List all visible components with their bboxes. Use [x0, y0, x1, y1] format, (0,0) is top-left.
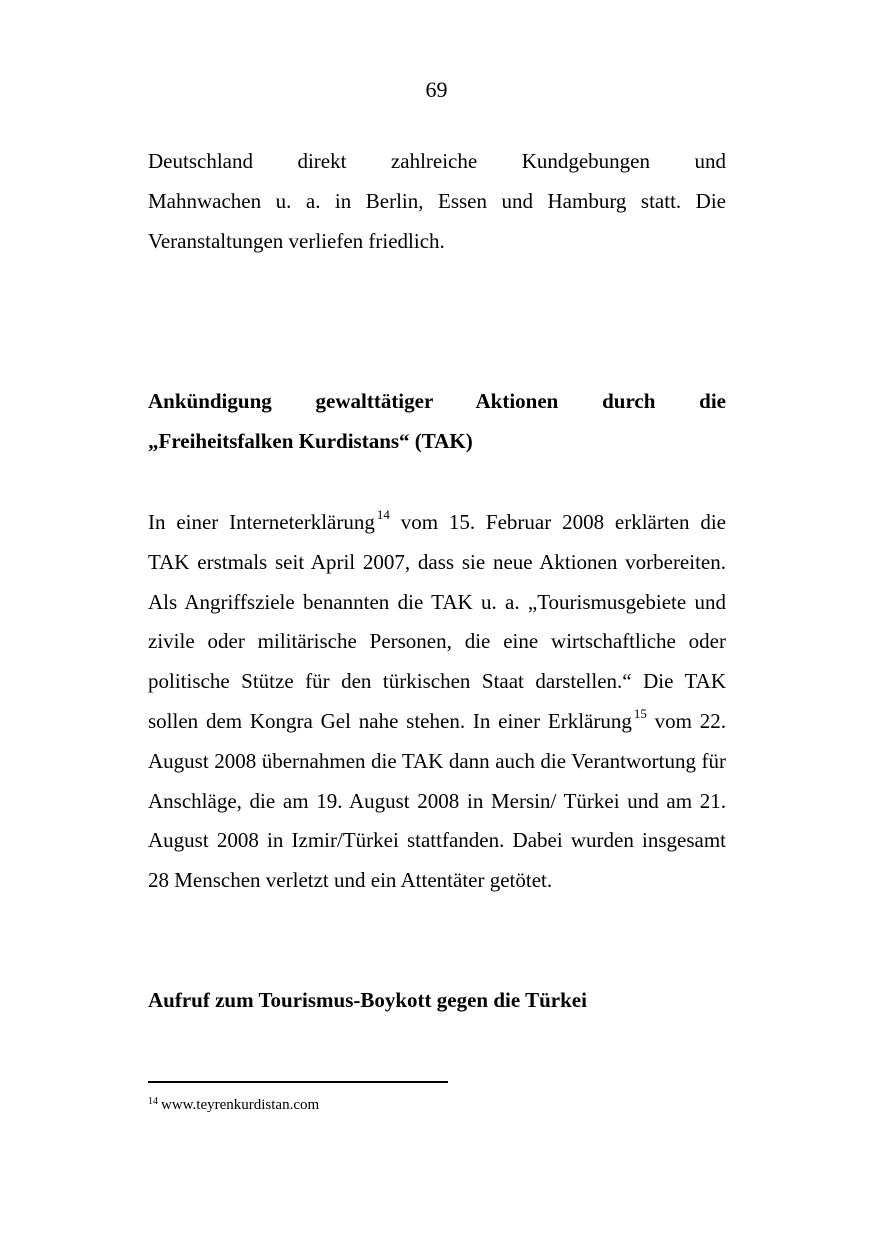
footnote-14	[148, 1095, 726, 1115]
footnote-reference-14[interactable]: 14	[376, 507, 390, 522]
paragraph-tak	[148, 503, 726, 901]
paragraph-intro	[148, 142, 726, 261]
paragraph-tak-part3: vom 22. August 2008 übernahmen die TAK dann auch die Verantwortung für Anschläge, die am 19. August 2008 in Mersin/ Türkei und am 21. August 2008 in Izmir/Türkei stattfanden. Dabei wurden insgesamt 28 Menschen verletzt und ein Attentäter getötet.	[148, 708, 726, 893]
paragraph-intro-rest: Mahnwachen u. a. in Berlin, Essen und Hamburg statt. Die Veranstaltungen verliefen friedlich.	[148, 188, 726, 253]
paragraph-intro-line1: Deutschland direkt zahlreiche Kundgebungen und	[148, 149, 726, 173]
footnote-number: 14	[148, 1096, 158, 1107]
footnote-separator	[148, 1081, 448, 1083]
section-heading-boycott: Aufruf zum Tourismus-Boykott gegen die Türkei	[148, 988, 587, 1012]
footnote-text[interactable]: www.teyrenkurdistan.com	[161, 1097, 320, 1113]
section-heading-tak-line2: „Freiheitsfalken Kurdistans“ (TAK)	[148, 428, 473, 453]
section-heading-tak-line1: Ankündigung gewalttätiger Aktionen durch die	[148, 389, 726, 413]
paragraph-tak-part1: In einer Interneterklärung	[148, 510, 375, 534]
page-number: 69	[425, 77, 448, 102]
section-heading-tak	[148, 382, 726, 462]
paragraph-tak-part2: vom 15. Februar 2008 erklärten die TAK erstmals seit April 2007, dass sie neue Aktionen vorbereiten. Als Angriffsziele benannten die TAK u. a. „Tourismusgebiete und zivile oder militärische Personen, die eine wirtschaftliche oder politische Stütze für den türkischen Staat darstellen.“ Die TAK sollen dem Kongra Gel nahe stehen. In einer Erklärung	[148, 510, 726, 733]
footnote-reference-15[interactable]: 15	[633, 705, 647, 721]
